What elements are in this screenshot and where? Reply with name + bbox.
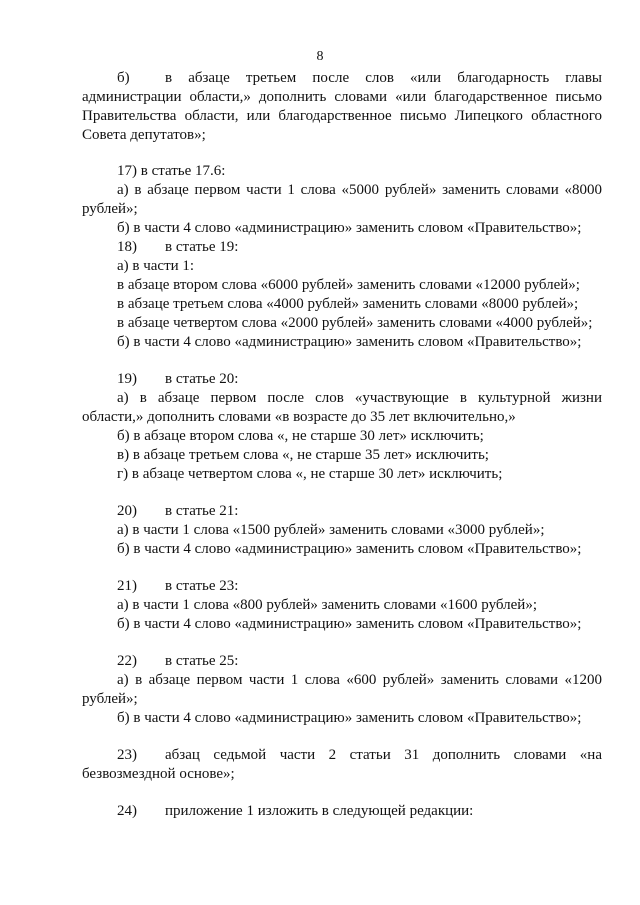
paragraph-line: б) в части 4 слово «администрацию» заменить словом «Правительство»;	[117, 541, 582, 557]
paragraph-line: в абзаце втором слова «6000 рублей» заменить словами «12000 рублей»;	[117, 277, 580, 293]
paragraph-line: в абзаце четвертом слова «2000 рублей» заменить словами «4000 рублей»;	[117, 315, 593, 331]
paragraph-line: в абзаце третьем слова «4000 рублей» заменить словами «8000 рублей»;	[117, 296, 579, 312]
paragraph-line: администрации области,» дополнить словами «или благодарственное письмо	[82, 89, 602, 105]
paragraph-line: Правительства области, или благодарственное письмо Липецкого областного	[82, 108, 602, 124]
paragraph-line: 21) в статье 23:	[117, 578, 239, 594]
page-number: 8	[316, 49, 324, 64]
paragraph-line: рублей»;	[82, 201, 138, 217]
paragraph-line: 24) приложение 1 изложить в следующей редакции:	[117, 803, 474, 819]
paragraph-line: а) в абзаце первом части 1 слова «5000 рублей» заменить словами «8000	[117, 182, 602, 198]
paragraph-line: б) в абзаце третьем после слов «или благодарность главы	[117, 70, 602, 86]
paragraph-line: 22) в статье 25:	[117, 653, 239, 669]
paragraph-line: 20) в статье 21:	[117, 503, 239, 519]
paragraph-line: а) в части 1 слова «800 рублей» заменить словами «1600 рублей»;	[117, 597, 537, 613]
paragraph-line: Совета депутатов»;	[82, 127, 206, 143]
item-number: 23)	[117, 747, 137, 763]
item-number: 18)	[117, 239, 137, 255]
paragraph-line: области,» дополнить словами «в возрасте до 35 лет включительно,»	[82, 409, 516, 425]
item-number: 24)	[117, 803, 137, 819]
paragraph-line: рублей»;	[82, 691, 138, 707]
paragraph-line: б) в части 4 слово «администрацию» заменить словом «Правительство»;	[117, 710, 582, 726]
paragraph-line: 23) абзац седьмой части 2 статьи 31 дополнить словами «на	[117, 747, 602, 763]
paragraph-line: 17) в статье 17.6:	[117, 163, 226, 179]
item-number: 21)	[117, 578, 137, 594]
item-number: б)	[117, 70, 130, 86]
paragraph-line: б) в абзаце втором слова «, не старше 30 лет» исключить;	[117, 428, 484, 444]
paragraph-line: а) в абзаце первом после слов «участвующие в культурной жизни	[117, 390, 602, 406]
item-number: 19)	[117, 371, 137, 387]
item-number: 22)	[117, 653, 137, 669]
paragraph-line: б) в части 4 слово «администрацию» заменить словом «Правительство»;	[117, 220, 582, 236]
paragraph-line: 19) в статье 20:	[117, 371, 239, 387]
item-number: 20)	[117, 503, 137, 519]
paragraph-line: а) в части 1 слова «1500 рублей» заменить словами «3000 рублей»;	[117, 522, 545, 538]
paragraph-line: б) в части 4 слово «администрацию» заменить словом «Правительство»;	[117, 616, 582, 632]
paragraph-line: а) в части 1:	[117, 258, 195, 274]
paragraph-line: а) в абзаце первом части 1 слова «600 рублей» заменить словами «1200	[117, 672, 602, 688]
paragraph-line: безвозмездной основе»;	[82, 766, 235, 782]
paragraph-line: в) в абзаце третьем слова «, не старше 35 лет» исключить;	[117, 447, 489, 463]
paragraph-line: г) в абзаце четвертом слова «, не старше 30 лет» исключить;	[117, 466, 503, 482]
paragraph-line: б) в части 4 слово «администрацию» заменить словом «Правительство»;	[117, 334, 582, 350]
paragraph-line: 18) в статье 19:	[117, 239, 239, 255]
